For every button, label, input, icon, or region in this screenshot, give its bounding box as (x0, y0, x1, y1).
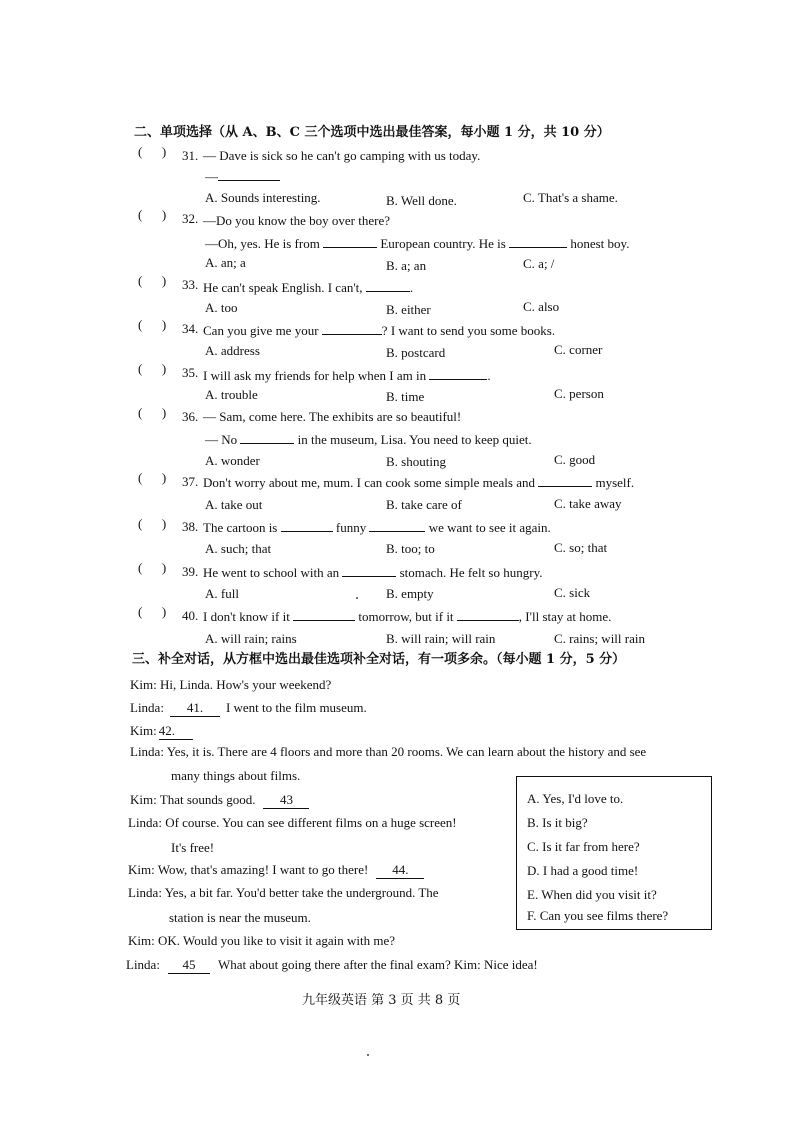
answer-bracket[interactable]: ( ) (138, 604, 167, 619)
q38-option-c[interactable]: C. so; that (554, 540, 608, 555)
q34-stem: Can you give me your ? I want to send you some books. (203, 323, 556, 338)
q34-option-a[interactable]: A. address (205, 343, 260, 358)
dialogue-line: Kim: OK. Would you like to visit it again with me? (128, 933, 396, 948)
option-a[interactable]: A. Yes, I'd love to. (527, 791, 624, 806)
answer-bracket[interactable]: ( ) (138, 560, 167, 575)
q36-option-a[interactable]: A. wonder (205, 453, 260, 468)
q31-line2: — (205, 168, 280, 185)
q32-number: 32. (182, 211, 199, 226)
q40-option-c[interactable]: C. rains; will rain (554, 631, 645, 646)
blank-44[interactable]: 44. (376, 862, 424, 879)
dialogue-line: Linda: Yes, it is. There are 4 floors and more than 20 rooms. We can learn about the history and see (130, 744, 647, 759)
q33-number: 33. (182, 277, 199, 292)
q35-option-c[interactable]: C. person (554, 386, 604, 401)
q40-stem: I don't know if it tomorrow, but if it , I'll stay at home. (203, 609, 612, 624)
q40-option-b[interactable]: B. will rain; will rain (386, 631, 496, 646)
dialogue-line: Linda: Yes, a bit far. You'd better take the underground. The (128, 885, 439, 900)
q36-line2: — No in the museum, Lisa. You need to keep quiet. (205, 432, 532, 447)
dialogue-line: Kim: Wow, that's amazing! I want to go there! 44. (128, 862, 424, 879)
q40-option-a[interactable]: A. will rain; rains (205, 631, 297, 646)
scan-speck (367, 1054, 369, 1056)
q38-option-a[interactable]: A. such; that (205, 541, 272, 556)
dialogue-line: Kim: That sounds good. 43 (130, 792, 309, 809)
q37-option-b[interactable]: B. take care of (386, 497, 462, 512)
q36-option-c[interactable]: C. good (554, 452, 596, 467)
q31-option-b[interactable]: B. Well done. (386, 193, 457, 208)
option-f[interactable]: F. Can you see films there? (527, 908, 669, 923)
q36-number: 36. (182, 409, 199, 424)
dialogue-line: Kim: 42. (130, 723, 193, 740)
options-box (516, 776, 712, 930)
dialogue-line: Linda: Of course. You can see different films on a huge screen! (128, 815, 457, 830)
q34-option-b[interactable]: B. postcard (386, 345, 446, 360)
blank-43[interactable]: 43 (263, 792, 309, 809)
blank-45[interactable]: 45 (168, 957, 210, 974)
dialogue-continuation: many things about films. (171, 768, 301, 783)
q37-option-a[interactable]: A. take out (205, 497, 263, 512)
q39-option-c[interactable]: C. sick (554, 585, 591, 600)
answer-bracket[interactable]: ( ) (138, 207, 167, 222)
q39-number: 39. (182, 564, 199, 579)
q39-option-b[interactable]: B. empty (386, 586, 434, 601)
option-d[interactable]: D. I had a good time! (527, 863, 639, 878)
option-c[interactable]: C. Is it far from here? (527, 839, 640, 854)
q32-option-b[interactable]: B. a; an (386, 258, 427, 273)
section3-heading: 三、补全对话，从方框中选出最佳选项补全对话，有一项多余。（每小题 1 分，5 分） (132, 652, 626, 667)
q36-stem: — Sam, come here. The exhibits are so beautiful! (203, 409, 462, 424)
section2-heading: 二、单项选择（从 A、B、C 三个选项中选出最佳答案，每小题 1 分，共 10 分） (134, 125, 610, 140)
q36-option-b[interactable]: B. shouting (386, 454, 446, 469)
blank-42[interactable]: 42. (159, 723, 193, 740)
q31-stem: — Dave is sick so he can't go camping with us today. (203, 148, 481, 163)
q31-option-c[interactable]: C. That's a shame. (523, 190, 618, 205)
q34-option-c[interactable]: C. corner (554, 342, 603, 357)
q35-stem: I will ask my friends for help when I am in . (203, 368, 491, 383)
q32-option-a[interactable]: A. an; a (205, 255, 246, 270)
q38-stem: The cartoon is funny we want to see it again. (203, 520, 551, 535)
q33-option-b[interactable]: B. either (386, 302, 431, 317)
answer-bracket[interactable]: ( ) (138, 516, 167, 531)
answer-bracket[interactable]: ( ) (138, 273, 167, 288)
q33-option-c[interactable]: C. also (523, 299, 560, 314)
answer-bracket[interactable]: ( ) (138, 470, 167, 485)
dialogue-line: Linda: 41. I went to the film museum. (130, 700, 367, 715)
answer-bracket[interactable]: ( ) (138, 317, 167, 332)
dialogue-continuation: station is near the museum. (169, 910, 311, 925)
q31-number: 31. (182, 148, 199, 163)
q32-stem: —Do you know the boy over there? (203, 213, 391, 228)
q32-option-c[interactable]: C. a; / (523, 256, 555, 271)
blank-41[interactable]: 41. (170, 700, 220, 717)
q31-option-a[interactable]: A. Sounds interesting. (205, 190, 321, 205)
q37-option-c[interactable]: C. take away (554, 496, 622, 511)
q33-stem: He can't speak English. I can't, . (203, 280, 414, 295)
q34-number: 34. (182, 321, 199, 336)
answer-bracket[interactable]: ( ) (138, 144, 167, 159)
q35-number: 35. (182, 365, 199, 380)
q39-option-a[interactable]: A. full (205, 586, 239, 601)
scan-speck (356, 597, 358, 599)
option-e[interactable]: E. When did you visit it? (527, 887, 657, 902)
q32-line2: —Oh, yes. He is from European country. He is honest boy. (205, 236, 630, 251)
q38-number: 38. (182, 519, 199, 534)
page-footer: 九年级英语 第 3 页 共 8 页 (302, 993, 461, 1008)
q39-stem: He went to school with an stomach. He felt so hungry. (203, 565, 543, 580)
q35-option-b[interactable]: B. time (386, 389, 425, 404)
q38-option-b[interactable]: B. too; to (386, 541, 435, 556)
dialogue-line: Kim: Hi, Linda. How's your weekend? (130, 677, 332, 692)
q33-option-a[interactable]: A. too (205, 300, 238, 315)
dialogue-line: Linda: 45 What about going there after the final exam? Kim: Nice idea! (126, 957, 538, 972)
dialogue-continuation: It's free! (171, 840, 215, 855)
answer-bracket[interactable]: ( ) (138, 405, 167, 420)
option-b[interactable]: B. Is it big? (527, 815, 588, 830)
q37-number: 37. (182, 474, 199, 489)
answer-bracket[interactable]: ( ) (138, 361, 167, 376)
q37-stem: Don't worry about me, mum. I can cook some simple meals and myself. (203, 475, 635, 490)
q35-option-a[interactable]: A. trouble (205, 387, 258, 402)
q40-number: 40. (182, 608, 199, 623)
